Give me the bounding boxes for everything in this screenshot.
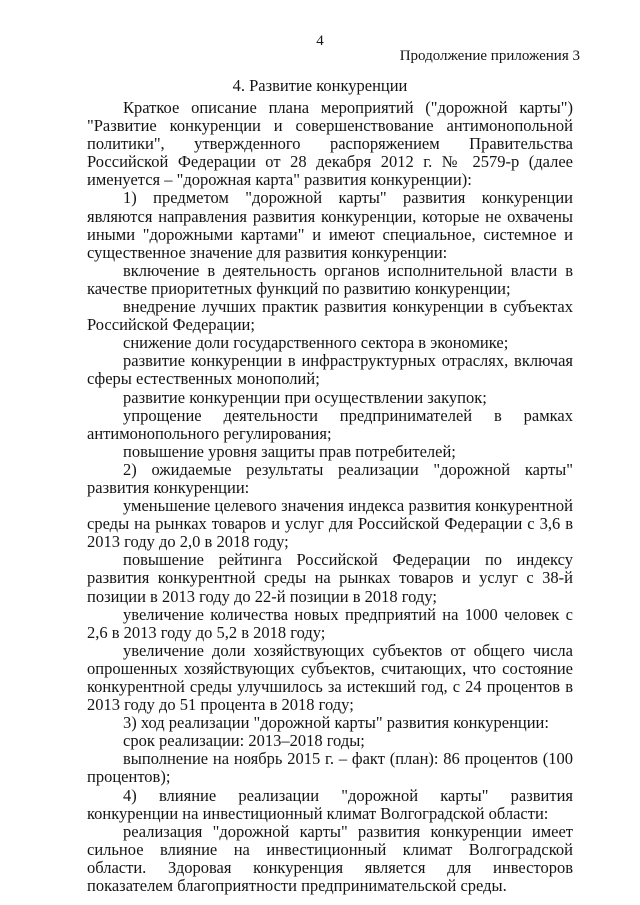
list-item: срок реализации: 2013–2018 годы; [123,731,365,751]
list-item: повышение рейтинга Российской Федерации по индексу развития конкурентной среды на рынках товаров и услуг с 38-й позиции в 2013 году до 22-й позиции в 2018 году; [87,550,573,606]
list-item: уменьшение целевого значения индекса развития конкурентной среды на рынках товаров и услуг для Российской Федерации с 3,6 в 2013 году до 2,0 в 2018 году; [87,496,573,552]
document-body [87,99,573,895]
list-item: повышение уровня защиты прав потребителей; [123,441,456,461]
list-item: развитие конкуренции при осуществлении закупок; [123,387,487,407]
list-item: включение в деятельность органов исполнительной власти в качестве приоритетных функций по развитию конкуренции; [87,260,573,298]
list-item: выполнение на ноябрь 2015 г. – факт (план): 86 процентов (100 процентов); [87,749,573,787]
paragraph-impact: 4) влияние реализации "дорожной карты" развития конкуренции на инвестиционный климат Волгоградской области: [87,785,573,823]
list-item: развитие конкуренции в инфраструктурных отраслях, включая сферы естественных монополий; [87,351,573,389]
paragraph-expected-results: 2) ожидаемые результаты реализации "дорожной карты" развития конкуренции: [87,459,573,497]
paragraph-progress: 3) ход реализации "дорожной карты" развития конкуренции: [123,713,549,733]
section-title: 4. Развитие конкуренции [232,76,408,95]
list-item: упрощение деятельности предпринимателей в рамках антимонопольного регулирования; [87,405,573,443]
paragraph-subject: 1) предметом "дорожной карты" развития конкуренции являются направления развития конкуренции, которые не охвачены иными "дорожными картами" и имеют специальное, системное и существенное значение для развития конкуренции: [87,188,573,262]
list-item: увеличение доли хозяйствующих субъектов от общего числа опрошенных хозяйствующих субъектов, считающих, что состояние конкурентной среды улучшилось за истекший год, с 24 процентов в 2013 году до 51 процента в 2018 году; [87,640,573,715]
page-number: 4 [316,33,324,49]
list-item: увеличение количества новых предприятий на 1000 человек с 2,6 в 2013 году до 5,2 в 2018 году; [87,604,573,642]
list-item: внедрение лучших практик развития конкуренции в субъектах Российской Федерации; [87,297,573,335]
paragraph-intro: Краткое описание плана мероприятий ("дорожной карты") "Развитие конкуренции и совершенствование антимонопольной политики", утвержденного распоряжением Правительства Российской Федерации от 28 декабря 2012 г. № 2579-р (далее именуется – "дорожная карта" развития конкуренции): [87,98,573,190]
appendix-continuation-note: Продолжение приложения 3 [399,48,580,64]
list-item: снижение доли государственного сектора в экономике; [123,333,509,353]
paragraph-conclusion: реализация "дорожной карты" развития конкуренции имеет сильное влияние на инвестиционный климат Волгоградской области. Здоровая конкуренция является для инвесторов показателем благоприятности предпринимательской среды. [87,821,573,896]
